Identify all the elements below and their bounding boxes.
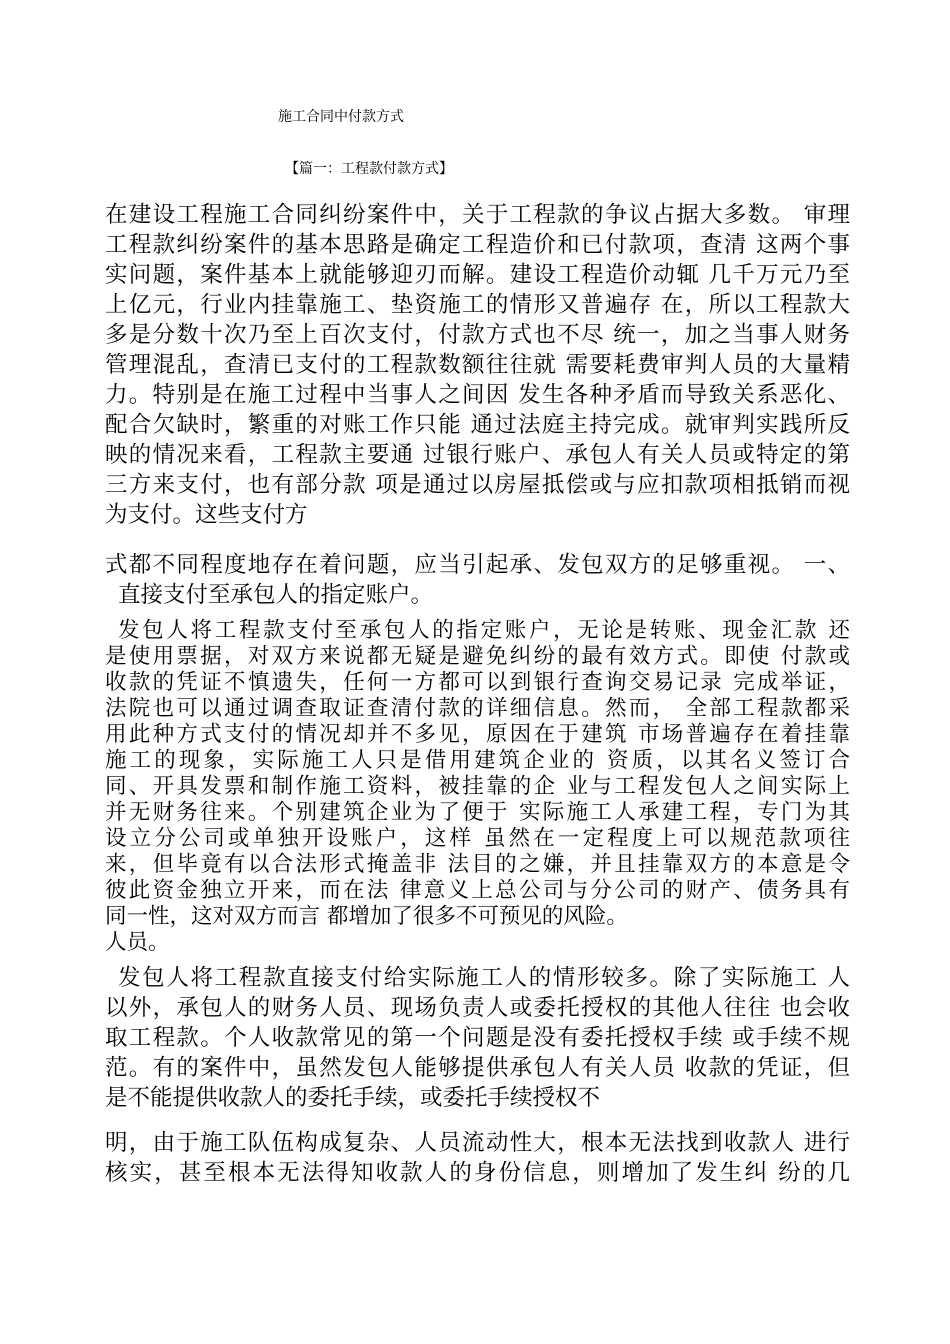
text-line: 收款的凭证不慎遗失，任何一方都可以到银行查询交易记录 完成举证， [105, 670, 850, 695]
text-line: 工程款纠纷案件的基本思路是确定工程造价和已付款项，查清 这两个事 [105, 232, 850, 258]
text-line: 范。有的案件中，虽然发包人能够提供承包人有关人员 收款的凭证，但 [105, 1055, 850, 1081]
text-line: 核实，甚至根本无法得知收款人的身份信息，则增加了发生纠 纷的几 [105, 1160, 850, 1186]
text-line: 三方来支付，也有部分款 项是通过以房屋抵偿或与应扣款项相抵销而视 [105, 472, 850, 498]
text-line: 在建设工程施工合同纠纷案件中，关于工程款的争议占据大多数。 审理 [105, 202, 850, 228]
text-line: 设立分公司或单独开设账户，这样 虽然在一定程度上可以规范款项往 [105, 826, 850, 851]
text-line: 并无财务往来。个别建筑企业为了便于 实际施工人承建工程，专门为其 [105, 800, 850, 825]
text-line: 是不能提供收款人的委托手续，或委托手续授权不 [105, 1085, 601, 1111]
text-line: 为支付。这些支付方 [105, 502, 308, 528]
text-line: 用此种方式支付的情况却并不多见，原因在于建筑 市场普遍存在着挂靠 [105, 722, 850, 747]
section-heading: 【篇一：工程款付款方式】 [285, 161, 453, 177]
text-line: 发包人将工程款支付至承包人的指定账户，无论是转账、现金汇款 还 [118, 618, 850, 643]
text-line: 同、开具发票和制作施工资料，被挂靠的企 业与工程发包人之间实际上 [105, 774, 850, 799]
text-line: 力。特别是在施工过程中当事人之间因 发生各种矛盾而导致关系恶化、 [105, 382, 850, 408]
text-line: 来，但毕竟有以合法形式掩盖非 法目的之嫌，并且挂靠双方的本意是令 [105, 852, 850, 877]
text-line: 同一性，这对双方而言 都增加了很多不可预见的风险。 [105, 904, 628, 929]
text-line: 式都不同程度地存在着问题，应当引起承、发包双方的足够重视。 一、 [105, 552, 850, 578]
text-line: 取工程款。个人收款常见的第一个问题是没有委托授权手续 或手续不规 [105, 1025, 850, 1051]
text-line: 人员。 [105, 930, 170, 955]
text-line: 映的情况来看，工程款主要通 过银行账户、承包人有关人员或特定的第 [105, 442, 850, 468]
text-line: 直接支付至承包人的指定账户。 [118, 582, 434, 608]
text-line: 以外，承包人的财务人员、现场负责人或委托授权的其他人往往 也会收 [105, 995, 850, 1021]
text-line: 多是分数十次乃至上百次支付，付款方式也不尽 统一，加之当事人财务 [105, 322, 850, 348]
text-line: 上亿元，行业内挂靠施工、垫资施工的情形又普遍存 在，所以工程款大 [105, 292, 850, 318]
text-line: 法院也可以通过调查取证查清付款的详细信息。然而， 全部工程款都采 [105, 696, 850, 721]
text-line: 配合欠缺时，繁重的对账工作只能 通过法庭主持完成。就审判实践所反 [105, 412, 850, 438]
text-line: 明，由于施工队伍构成复杂、人员流动性大，根本无法找到收款人 进行 [105, 1130, 850, 1156]
text-line: 发包人将工程款直接支付给实际施工人的情形较多。除了实际施工 人 [118, 965, 850, 991]
text-line: 是使用票据，对双方来说都无疑是避免纠纷的最有效方式。即使 付款或 [105, 644, 850, 669]
text-line: 实问题，案件基本上就能够迎刃而解。建设工程造价动辄 几千万元乃至 [105, 262, 850, 288]
text-line: 施工的现象，实际施工人只是借用建筑企业的 资质，以其名义签订合 [105, 748, 850, 773]
text-line: 管理混乱，查清已支付的工程款数额往往就 需要耗费审判人员的大量精 [105, 352, 850, 378]
document-title: 施工合同中付款方式 [278, 109, 404, 125]
text-line: 彼此资金独立开来，而在法 律意义上总公司与分公司的财产、债务具有 [105, 878, 850, 903]
